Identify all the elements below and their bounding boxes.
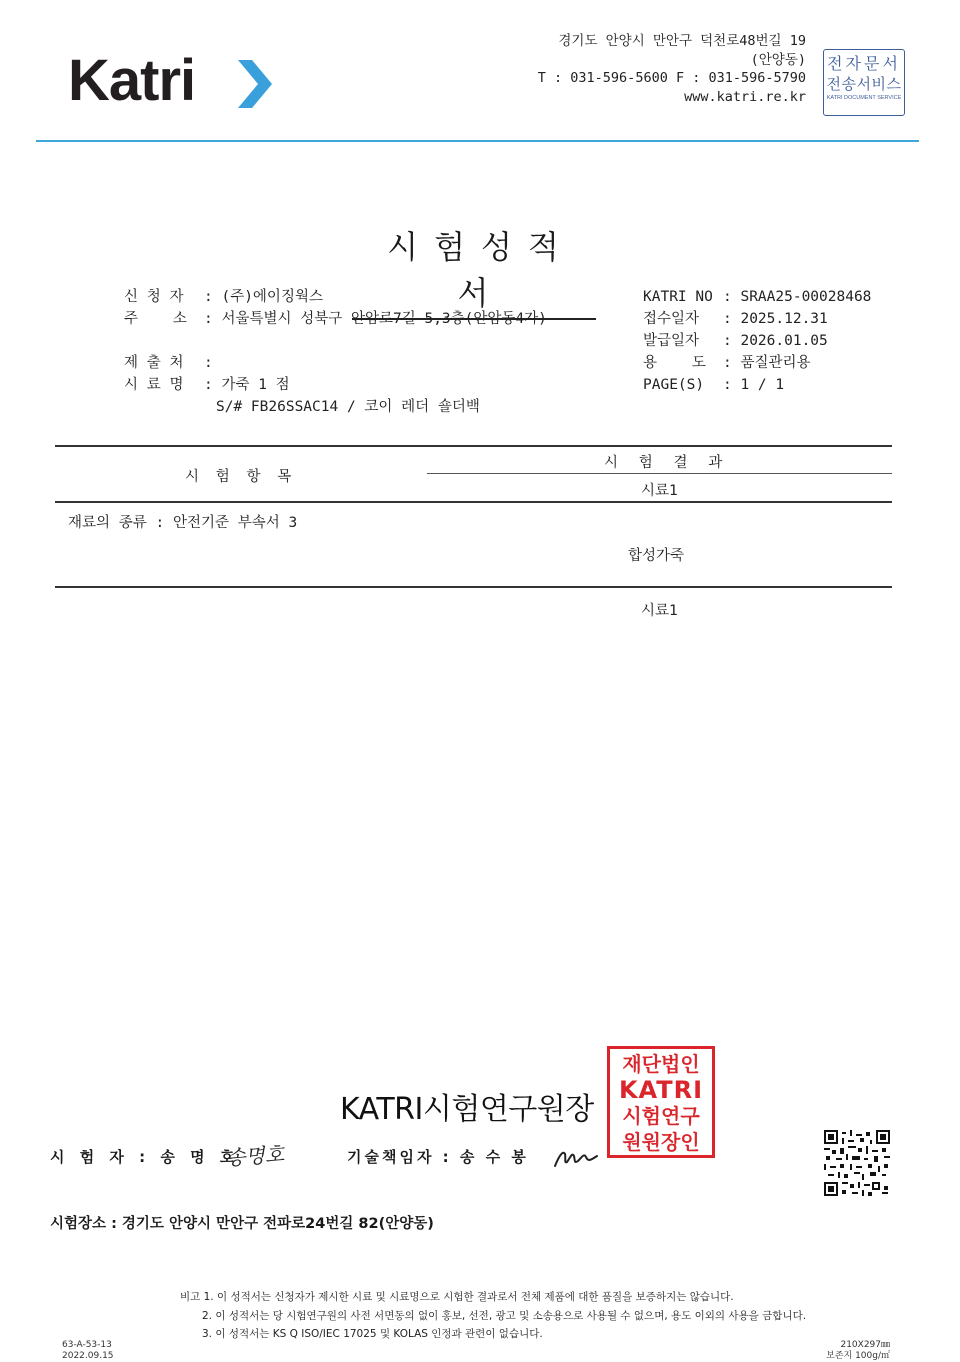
address-line: 경기도 안양시 만안구 덕천로48번길 19 xyxy=(558,33,806,49)
seal-line: 원원장인 xyxy=(622,1130,700,1154)
info-label: 시 료 명 xyxy=(124,377,184,393)
table-row-result: 합성가죽 xyxy=(628,548,685,564)
tech-manager-label: 기술책임자 : 송 수 봉 xyxy=(347,1148,529,1166)
badge-line: 전자문서 xyxy=(827,54,901,73)
info-row-pages xyxy=(643,375,784,397)
header-sample: 시료1 xyxy=(641,483,678,499)
katri-logo: Katri xyxy=(68,48,196,113)
info-label: PAGE(S) xyxy=(643,377,705,393)
info-value: : 2026.01.05 xyxy=(723,333,828,349)
footer-sample: 시료1 xyxy=(641,603,678,619)
info-row-applicant xyxy=(124,287,323,309)
paper-weight: 보존지 100g/㎡ xyxy=(826,1351,890,1361)
tech-manager-signature xyxy=(553,1142,603,1170)
info-label: 발급일자 xyxy=(643,333,700,349)
header-test-result: 시 험 결 과 xyxy=(604,455,729,471)
badge-line: 전송서비스 xyxy=(826,75,902,93)
tester-signature: 송명호 xyxy=(225,1142,285,1170)
info-value: : SRAA25-00028468 xyxy=(723,289,872,305)
e-document-badge xyxy=(823,49,905,116)
info-label: 신 청 자 xyxy=(124,289,184,305)
info-label: 용 도 xyxy=(643,355,706,371)
chevron-right-icon xyxy=(236,56,276,112)
form-number: 63-A-53-13 xyxy=(62,1340,112,1350)
sample-detail: S/# FB26SSAC14 / 코이 레더 숄더백 xyxy=(216,399,480,415)
form-date: 2022.09.15 xyxy=(62,1351,114,1361)
table-row-item: 재료의 종류 : 안전기준 부속서 3 xyxy=(68,515,298,531)
info-value: : xyxy=(204,355,213,371)
info-value: : 1 / 1 xyxy=(723,377,785,393)
remark-line: 비고 1. 이 성적서는 신청자가 제시한 시료 및 시료명으로 시험한 결과로서 전체 제품에 대한 품질을 보증하지는 않습니다. xyxy=(180,1291,734,1303)
info-label: 접수일자 xyxy=(643,311,700,327)
seal-line: 시험연구 xyxy=(622,1104,700,1128)
info-row-address xyxy=(124,309,547,331)
info-label: 주 소 xyxy=(124,311,187,327)
info-row-received-date xyxy=(643,309,828,331)
info-row-katri-no xyxy=(643,287,871,309)
table-header-split-rule xyxy=(427,473,892,474)
info-value: : (주)에이징웍스 xyxy=(204,289,323,305)
info-row-purpose xyxy=(643,353,811,375)
seal-line: 재단법인 xyxy=(622,1052,700,1076)
info-label: KATRI NO xyxy=(643,289,713,305)
seal-line: KATRI xyxy=(618,1076,704,1104)
table-top-rule xyxy=(55,445,892,447)
header-test-item: 시 험 항 목 xyxy=(185,469,296,485)
table-bottom-rule xyxy=(55,586,892,588)
info-row-sample-name xyxy=(124,375,290,397)
header-divider xyxy=(36,140,919,142)
table-header-rule xyxy=(55,501,892,503)
info-row-issued-date xyxy=(643,331,828,353)
phone-fax-line: T : 031-596-5600 F : 031-596-5790 xyxy=(537,70,806,86)
tester-label: 시 험 자 : 송 명 호 xyxy=(50,1148,240,1166)
remark-line: 2. 이 성적서는 당 시험연구원의 사전 서면동의 없이 홍보, 선전, 광고 및 소송용으로 사용될 수 없으며, 용도 이외의 사용을 금합니다. xyxy=(202,1309,807,1322)
document-title: 시험성적서 xyxy=(352,222,596,320)
test-site: 시험장소 : 경기도 안양시 만안구 전파로24번길 82(안양동) xyxy=(50,1216,434,1232)
badge-caption: KATRI DOCUMENT SERVICE xyxy=(826,95,902,101)
info-label: 제 출 처 xyxy=(124,355,184,371)
official-seal xyxy=(607,1046,715,1158)
remarks xyxy=(180,1288,806,1344)
remark-line: 3. 이 성적서는 KS Q ISO/IEC 17025 및 KOLAS 인정과 관련이 없습니다. xyxy=(202,1328,543,1340)
website-line: www.katri.re.kr xyxy=(684,88,806,105)
info-value: : 품질관리용 xyxy=(723,355,811,371)
company-address xyxy=(538,32,806,106)
info-row-submitted-to xyxy=(124,353,213,375)
info-value: : 2025.12.31 xyxy=(723,311,828,327)
qr-code xyxy=(824,1130,890,1196)
info-value: : 가죽 1 점 xyxy=(204,377,290,393)
paper-size: 210X297㎜ xyxy=(840,1340,890,1350)
info-value: : 서울특별시 성북구 안암로7길 5,3층(안암동4가) xyxy=(204,311,547,327)
address-line: (안양동) xyxy=(750,51,806,68)
issuer-name: KATRI시험연구원장 xyxy=(340,1092,594,1127)
